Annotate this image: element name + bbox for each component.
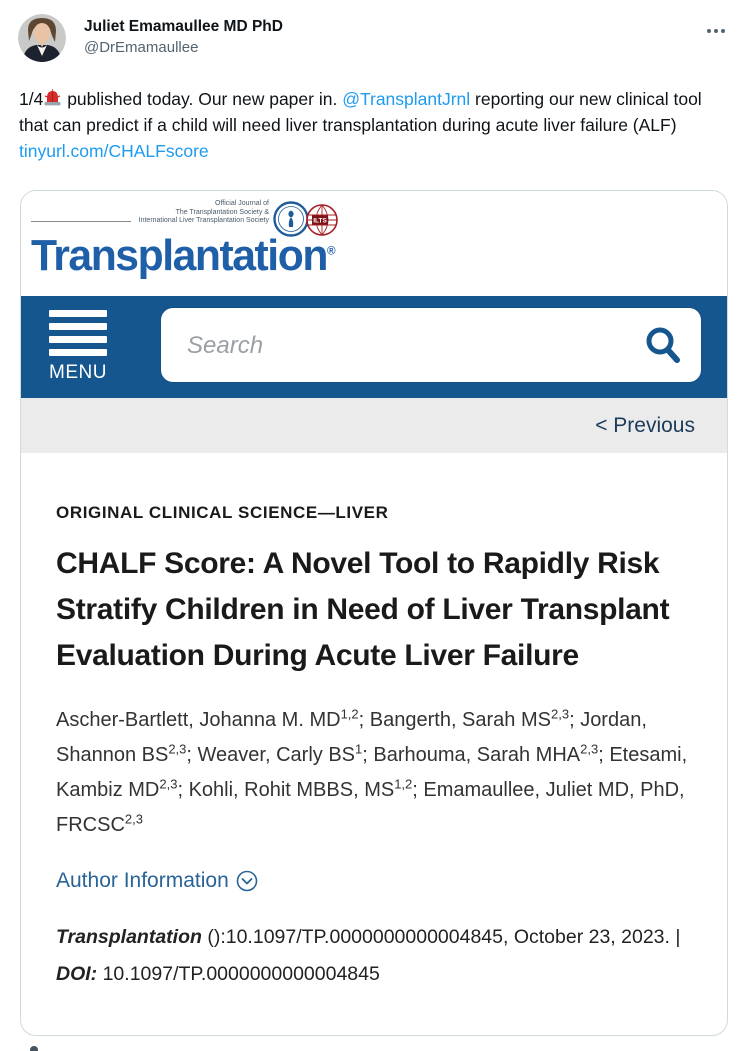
tweet-text [19, 86, 727, 164]
author-block [84, 16, 283, 58]
author-handle[interactable]: @DrEmamaullee [84, 39, 199, 56]
citation-middle: ():10.1097/TP.0000000000004845, October 23, 2023. | [201, 926, 681, 948]
author-name[interactable]: Juliet Emamaullee MD PhD [84, 18, 283, 35]
chevron-down-circle-icon [236, 870, 258, 892]
embedded-article-card[interactable] [20, 190, 728, 1036]
search-icon[interactable] [643, 325, 683, 365]
author-information-label: Author Information [56, 869, 229, 892]
tagline-line1: Official Journal of [215, 200, 269, 207]
pagination-bar [21, 398, 727, 453]
search-input[interactable] [185, 308, 629, 384]
ilts-logo-text: ILTS [313, 217, 327, 225]
article-body [21, 453, 727, 993]
search-box [161, 308, 701, 382]
menu-label: MENU [49, 362, 107, 383]
tweet-text-part3: reporting our new clinical tool that can predict if a child will need liver transplantation during acute liver failure (ALF) [19, 89, 702, 135]
journal-navbar [21, 296, 727, 398]
citation-doi-value: 10.1097/TP.0000000000004845 [97, 963, 380, 985]
more-icon[interactable] [702, 20, 730, 42]
citation-doi-label: DOI: [56, 963, 98, 985]
menu-button[interactable] [49, 310, 115, 384]
article-section-label: ORIGINAL CLINICAL SCIENCE—LIVER [56, 503, 389, 522]
citation-journal: Transplantation [56, 926, 202, 948]
mention-link[interactable]: @TransplantJrnl [342, 89, 471, 109]
tweet-text-part2: published today. Our new paper in. [62, 89, 343, 109]
avatar[interactable] [18, 14, 66, 62]
tweet-text-part1: 1/4 [19, 89, 44, 109]
tweet-header [18, 12, 730, 64]
author-information-link[interactable] [56, 869, 258, 893]
journal-tagline [139, 200, 269, 226]
journal-logo-registered-mark: ® [326, 243, 336, 258]
journal-masthead [21, 191, 727, 296]
author-list: Ascher-Bartlett, Johanna M. MD$^{1,2}$; Bangerth, Sarah MS$^{2,3}$; Jordan, Shannon BS$^{2,3}$; Weaver, Carly $BS^1$; Barhouma, Sarah MHA$^{2,3}$; Etesami, Kambiz MD$^{2,3}$; Kohli, Rohit MBBS, MS$^{1,2}$; Emamaullee, Juliet MD, PhD, FRCSC$^{2,3}$ [56, 706, 688, 836]
avatar-portrait [18, 14, 66, 62]
police-car-light-emoji [43, 89, 62, 108]
cropped-next-element [30, 1046, 38, 1051]
journal-logo-text: Transplantation [31, 231, 327, 280]
paper-title: CHALF Score: A Novel Tool to Rapidly Risk Stratify Children in Need of Liver Transplant Evaluation During Acute Liver Failure [56, 547, 670, 672]
masthead-rule [31, 221, 131, 222]
tagline-line2: The Transplantation Society & [175, 208, 269, 216]
tinyurl-link[interactable]: tinyurl.com/CHALFscore [19, 141, 209, 161]
journal-logo [31, 231, 336, 281]
previous-link[interactable]: < Previous [595, 413, 695, 437]
citation [56, 919, 692, 993]
hamburger-icon [49, 310, 107, 356]
tagline-line3: International Liver Transplantation Society [138, 217, 269, 224]
